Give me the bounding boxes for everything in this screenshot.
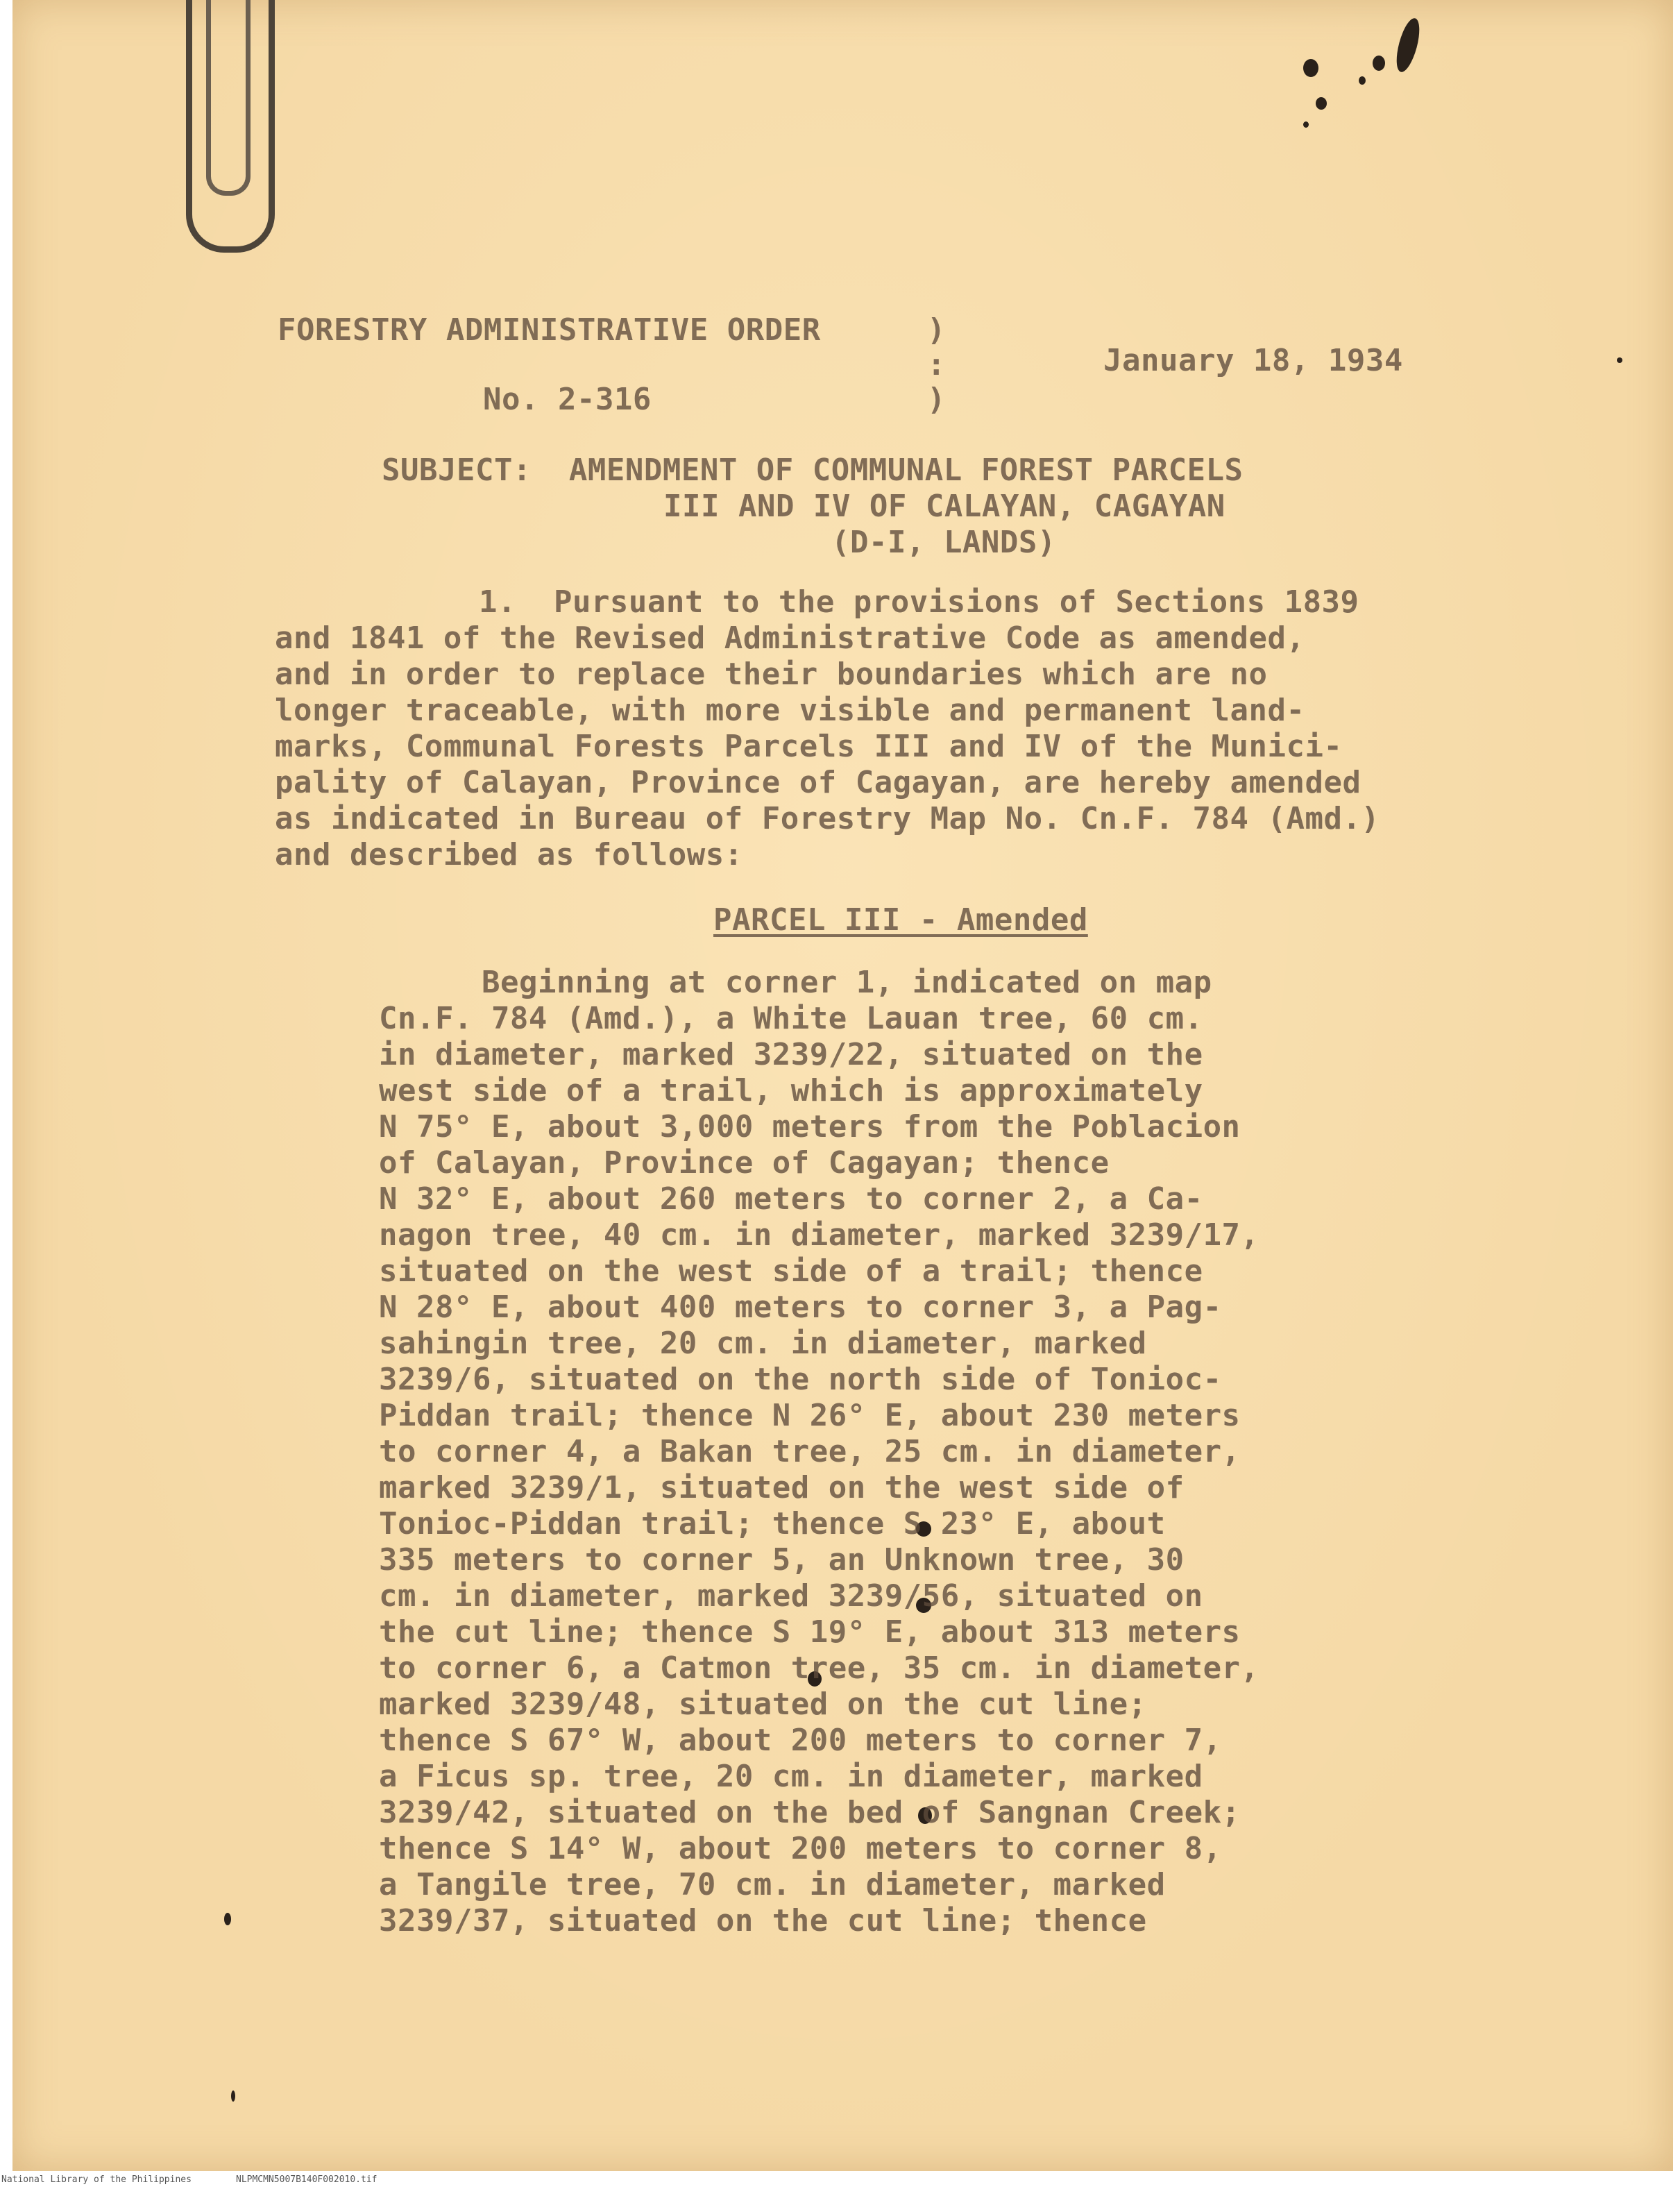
description-line: the cut line; thence S 19° E, about 313 meters xyxy=(379,1614,1241,1650)
order-number: No. 2-316 xyxy=(483,382,652,417)
paragraph-line: and 1841 of the Revised Administrative Code as amended, xyxy=(275,620,1305,656)
ink-stain xyxy=(231,2090,235,2102)
paragraph-line: and in order to replace their boundaries which are no xyxy=(275,657,1268,692)
ink-stain xyxy=(1303,59,1318,77)
ink-stain xyxy=(1373,56,1385,71)
header-bracket: ) xyxy=(927,382,946,417)
description-line: marked 3239/48, situated on the cut line; xyxy=(379,1687,1147,1722)
paragraph-line: as indicated in Bureau of Forestry Map No. Cn.F. 784 (Amd.) xyxy=(275,801,1380,836)
subject-line: SUBJECT: AMENDMENT OF COMMUNAL FOREST PARCELS xyxy=(382,453,1244,488)
paragraph-line: longer traceable, with more visible and permanent land- xyxy=(275,693,1305,728)
subject-line: III AND IV OF CALAYAN, CAGAYAN xyxy=(663,489,1225,524)
parcel-heading: PARCEL III - Amended xyxy=(713,902,1088,938)
ink-stain xyxy=(1617,357,1622,363)
description-line: 335 meters to corner 5, an Unknown tree, 30 xyxy=(379,1542,1185,1578)
description-line: N 75° E, about 3,000 meters from the Poblacion xyxy=(379,1109,1241,1144)
ink-stain xyxy=(1392,16,1424,74)
header-bracket: : xyxy=(927,347,946,382)
paragraph-line: pality of Calayan, Province of Cagayan, are hereby amended xyxy=(275,765,1361,800)
ink-stain xyxy=(1316,97,1327,110)
description-line: to corner 6, a Catmon tree, 35 cm. in diameter, xyxy=(379,1650,1259,1686)
ink-stain xyxy=(1303,121,1309,128)
description-line: N 32° E, about 260 meters to corner 2, a Ca- xyxy=(379,1181,1203,1217)
document-page xyxy=(12,0,1673,2171)
description-line: west side of a trail, which is approximately xyxy=(379,1073,1203,1108)
description-line: Beginning at corner 1, indicated on map xyxy=(482,965,1212,1000)
description-line: cm. in diameter, marked 3239/56, situated on xyxy=(379,1578,1203,1614)
description-line: to corner 4, a Bakan tree, 25 cm. in diameter, xyxy=(379,1434,1241,1469)
description-line: of Calayan, Province of Cagayan; thence xyxy=(379,1145,1110,1181)
paragraph-line: marks, Communal Forests Parcels III and IV of the Munici- xyxy=(275,729,1343,764)
paragraph-line: 1. Pursuant to the provisions of Sections 1839 xyxy=(479,584,1359,620)
description-line: Cn.F. 784 (Amd.), a White Lauan tree, 60 cm. xyxy=(379,1001,1203,1036)
ink-stain xyxy=(1359,76,1366,85)
description-line: a Tangile tree, 70 cm. in diameter, marked xyxy=(379,1867,1166,1902)
description-line: 3239/42, situated on the bed of Sangnan Creek; xyxy=(379,1795,1241,1830)
library-credit: National Library of the Philippines xyxy=(1,2174,192,2185)
description-line: 3239/37, situated on the cut line; thence xyxy=(379,1903,1147,1938)
paragraph-line: and described as follows: xyxy=(275,837,743,872)
order-title: FORESTRY ADMINISTRATIVE ORDER xyxy=(278,312,821,348)
description-line: thence S 14° W, about 200 meters to corner 8, xyxy=(379,1831,1222,1866)
ink-stain xyxy=(224,1913,231,1925)
scan-footer xyxy=(0,2174,1680,2186)
description-line: thence S 67° W, about 200 meters to corner 7, xyxy=(379,1723,1222,1758)
file-identifier: NLPMCMN5007B140F002010.tif xyxy=(236,2174,377,2185)
header-bracket: ) xyxy=(927,312,946,348)
order-date: January 18, 1934 xyxy=(1103,343,1403,378)
description-line: Piddan trail; thence N 26° E, about 230 meters xyxy=(379,1398,1241,1433)
description-line: in diameter, marked 3239/22, situated on the xyxy=(379,1037,1203,1072)
description-line: N 28° E, about 400 meters to corner 3, a Pag- xyxy=(379,1290,1222,1325)
description-line: nagon tree, 40 cm. in diameter, marked 3239/17, xyxy=(379,1217,1259,1253)
description-line: Tonioc-Piddan trail; thence S 23° E, about xyxy=(379,1506,1166,1541)
description-line: situated on the west side of a trail; thence xyxy=(379,1253,1203,1289)
description-line: sahingin tree, 20 cm. in diameter, marked xyxy=(379,1326,1147,1361)
paper-clip-inner-icon xyxy=(206,0,251,196)
description-line: marked 3239/1, situated on the west side of xyxy=(379,1470,1185,1505)
description-line: a Ficus sp. tree, 20 cm. in diameter, marked xyxy=(379,1759,1203,1794)
subject-line: (D-I, LANDS) xyxy=(831,525,1056,560)
description-line: 3239/6, situated on the north side of Tonioc- xyxy=(379,1362,1222,1397)
